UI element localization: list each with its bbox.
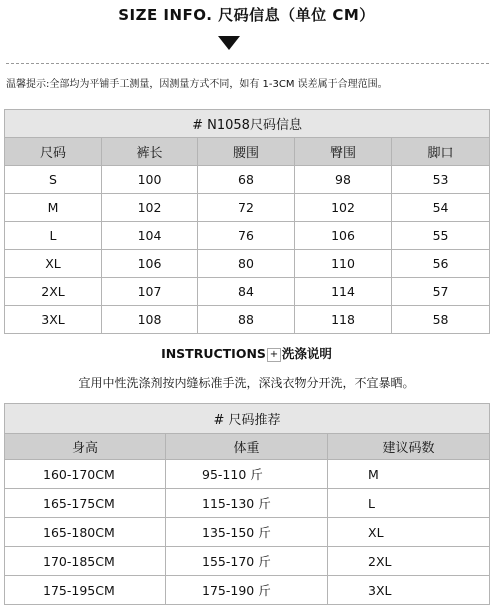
table-row: [5, 547, 490, 576]
arrow-down-icon: [218, 36, 240, 50]
size-table-title-row: [5, 110, 490, 138]
divider: [6, 63, 489, 64]
notice-text: 温馨提示:全部均为平铺手工测量，因测量方式不同，如有 1-3CM 误差属于合理范围。: [6, 79, 388, 90]
table-cell: L: [328, 489, 490, 518]
table-row: [5, 518, 490, 547]
instructions-title: [0, 344, 493, 362]
table-cell: 98: [295, 166, 392, 194]
table-cell: 53: [392, 166, 490, 194]
instructions-title-en: INSTRUCTIONS: [161, 346, 266, 361]
table-cell: M: [328, 460, 490, 489]
column-header: 裤长: [102, 138, 198, 166]
table-cell: 106: [102, 250, 198, 278]
column-header: 身高: [5, 434, 166, 460]
table-cell: 102: [295, 194, 392, 222]
table-cell: 108: [102, 306, 198, 334]
table-cell: 115-130 斤: [166, 489, 328, 518]
table-row: [5, 278, 490, 306]
table-cell: 107: [102, 278, 198, 306]
table-cell: 84: [198, 278, 295, 306]
table-cell: 106: [295, 222, 392, 250]
table-cell: 104: [102, 222, 198, 250]
recommend-table-title: # 尺码推荐: [5, 404, 490, 434]
size-table: [4, 109, 490, 334]
table-cell: 2XL: [328, 547, 490, 576]
table-cell: 76: [198, 222, 295, 250]
table-cell: XL: [5, 250, 102, 278]
size-recommend-table: [4, 403, 490, 605]
table-cell: 54: [392, 194, 490, 222]
table-cell: 135-150 斤: [166, 518, 328, 547]
table-cell: 57: [392, 278, 490, 306]
table-cell: 3XL: [328, 576, 490, 605]
table-cell: M: [5, 194, 102, 222]
size-table-title: # N1058尺码信息: [5, 110, 490, 138]
column-header: 尺码: [5, 138, 102, 166]
table-row: [5, 250, 490, 278]
table-cell: 88: [198, 306, 295, 334]
table-row: [5, 576, 490, 605]
table-cell: 2XL: [5, 278, 102, 306]
table-cell: 165-180CM: [5, 518, 166, 547]
table-row: [5, 166, 490, 194]
table-cell: 165-175CM: [5, 489, 166, 518]
table-row: [5, 222, 490, 250]
table-cell: 114: [295, 278, 392, 306]
table-cell: 118: [295, 306, 392, 334]
table-cell: 95-110 斤: [166, 460, 328, 489]
table-cell: 72: [198, 194, 295, 222]
column-header: 体重: [166, 434, 328, 460]
table-cell: 175-190 斤: [166, 576, 328, 605]
column-header: 臀围: [295, 138, 392, 166]
table-cell: XL: [328, 518, 490, 547]
table-cell: 3XL: [5, 306, 102, 334]
table-row: [5, 489, 490, 518]
table-cell: 56: [392, 250, 490, 278]
table-cell: 175-195CM: [5, 576, 166, 605]
table-cell: S: [5, 166, 102, 194]
page-title: SIZE INFO. 尺码信息（单位 CM）: [118, 6, 375, 24]
table-cell: 110: [295, 250, 392, 278]
column-header: 腰围: [198, 138, 295, 166]
table-cell: 58: [392, 306, 490, 334]
table-row: [5, 194, 490, 222]
table-cell: 100: [102, 166, 198, 194]
table-cell: 155-170 斤: [166, 547, 328, 576]
table-cell: 170-185CM: [5, 547, 166, 576]
plus-icon[interactable]: +: [267, 348, 281, 362]
table-cell: 68: [198, 166, 295, 194]
table-cell: L: [5, 222, 102, 250]
column-header: 建议码数: [328, 434, 490, 460]
table-cell: 55: [392, 222, 490, 250]
recommend-table-header-row: [5, 434, 490, 460]
table-row: [5, 460, 490, 489]
table-cell: 160-170CM: [5, 460, 166, 489]
column-header: 脚口: [392, 138, 490, 166]
table-cell: 102: [102, 194, 198, 222]
size-table-header-row: [5, 138, 490, 166]
recommend-table-title-row: [5, 404, 490, 434]
table-row: [5, 306, 490, 334]
table-cell: 80: [198, 250, 295, 278]
instructions-text: 宜用中性洗涤剂按内缝标准手洗，深浅衣物分开洗，不宜暴晒。: [78, 376, 415, 390]
instructions-title-cn: 洗涤说明: [281, 346, 332, 361]
